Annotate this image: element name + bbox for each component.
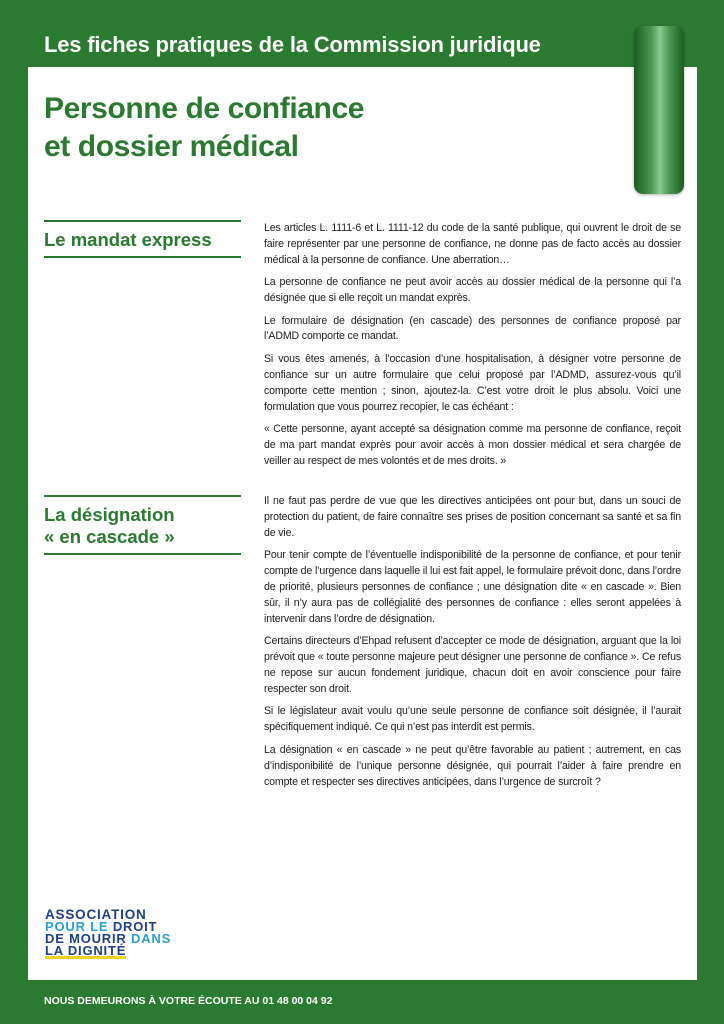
binder-tab-decoration xyxy=(634,26,684,194)
paragraph: La personne de confiance ne peut avoir accès au dossier médical de la personne qui l’a désignée que si elle reçoit un mandat exprès. xyxy=(264,276,681,305)
section-heading-line: « en cascade » xyxy=(44,526,175,547)
section-heading-cascade xyxy=(44,495,241,555)
page-title xyxy=(44,90,364,166)
admd-logo xyxy=(45,909,171,959)
section-body-cascade xyxy=(264,494,681,797)
logo-line-4: LA DIGNITÉ xyxy=(45,943,127,958)
paragraph: Pour tenir compte de l’éventuelle indisponibilité de la personne de confiance, et pour tenir compte de l’urgence dans laquelle il lui est fait appel, le formulaire prévoit donc, dans l’ordre de priorité, plusieurs personnes de confiance ; une désignation dite « en cascade ». Bien sûr, il n’y aura pas de collégialité des personnes de confiance : elles seront appelées à intervenir dans l’ordre de désignation. xyxy=(264,549,681,625)
section-heading-mandat xyxy=(44,220,241,258)
section-heading-line: Le mandat express xyxy=(44,229,212,250)
paragraph: Si le législateur avait voulu qu’une seule personne de confiance soit désignée, il l’aurait spécifiquement indiqué. Ce qui n’est pas interdit est permis. xyxy=(264,705,681,734)
section-heading-line: La désignation xyxy=(44,504,175,525)
section-body-mandat xyxy=(264,221,681,476)
paragraph: Les articles L. 1111-6 et L. 1111-12 du code de la santé publique, qui ouvrent le droit de se faire représenter par une personne de confiance, ne donne pas de facto accès au dossier médical à la personne de confiance. Une aberration… xyxy=(264,222,681,266)
paragraph: Il ne faut pas perdre de vue que les directives anticipées ont pour but, dans un souci de protection du patient, de faire connaître ses prises de position concernant sa santé et sa fin de vie. xyxy=(264,495,681,539)
series-title: Les fiches pratiques de la Commission juridique xyxy=(44,32,541,57)
page-title-line-1: Personne de confiance xyxy=(44,92,365,125)
logo-line-1: ASSOCIATION xyxy=(45,907,147,922)
paragraph: Le formulaire de désignation (en cascade) des personnes de confiance proposé par l’ADMD comporte ce mandat. xyxy=(264,314,681,343)
paragraph: « Cette personne, ayant accepté sa désignation comme ma personne de confiance, reçoit de ma part mandat exprès pour avoir accès à mon dossier médical et sera chargée de veiller au respect de mes volontés et de mes droits. » xyxy=(264,422,681,467)
paragraph: Si vous êtes amenés, à l’occasion d’une hospitalisation, à désigner votre personne de confiance sur un autre formulaire que celui proposé par l’ADMD, assurez-vous qu’il comporte cette mention ; sinon, ajoutez-la. C’est votre droit le plus absolu. Voici une formulation que vous pourrez recopier, le cas échéant : xyxy=(264,352,681,413)
paragraph: La désignation « en cascade » ne peut qu’être favorable au patient ; autrement, en cas d’indisponibilité de l’unique personne désignée, qui pourrait l’aider à faire prendre en compte et respecter ses directives anticipées, dans l’urgence de surcroît ? xyxy=(264,743,681,788)
paragraph: Certains directeurs d’Ehpad refusent d’accepter ce mode de désignation, arguant que la loi prévoit que « toute personne majeure peut désigner une personne de confiance ». Ce refus ne repose sur aucun fondement juridique, chacun doit en avoir conscience pour faire respecter son droit. xyxy=(264,635,681,695)
page-title-line-2: et dossier médical xyxy=(44,130,299,163)
logo-line-2: POUR LE DROIT xyxy=(45,919,158,934)
footer-contact: NOUS DEMEURONS À VOTRE ÉCOUTE AU 01 48 00 04 92 xyxy=(44,995,333,1007)
logo-line-3: DE MOURIR DANS xyxy=(45,931,172,946)
